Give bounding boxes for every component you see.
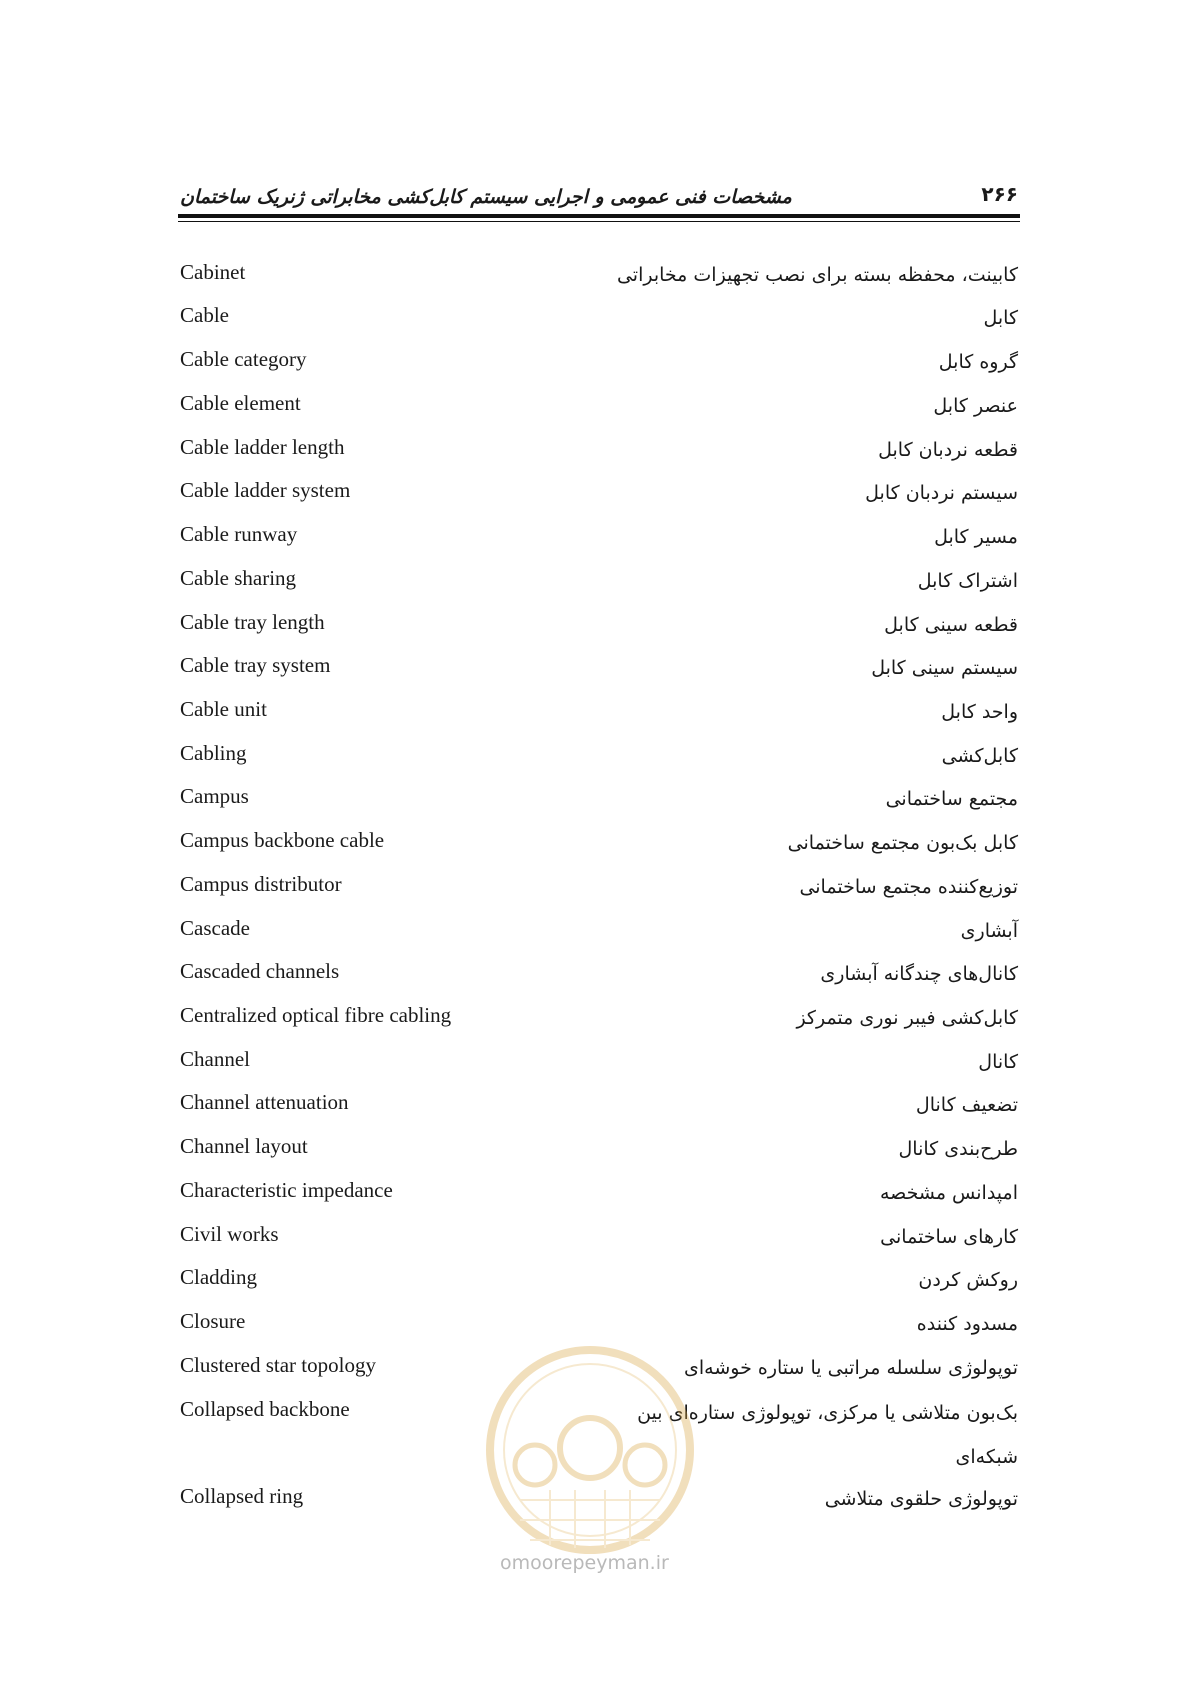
- persian-term: کانال: [978, 1051, 1018, 1073]
- glossary-entry: [180, 1265, 1020, 1309]
- persian-term: توزیع‌کننده مجتمع ساختمانی: [799, 876, 1018, 898]
- english-term: Cable ladder system: [180, 478, 351, 502]
- glossary-entry: [180, 959, 1020, 1003]
- glossary-entry: [180, 916, 1020, 960]
- english-term: Campus backbone cable: [180, 828, 385, 852]
- english-term: Collapsed ring: [180, 1484, 304, 1508]
- english-term: Cascade: [180, 916, 250, 940]
- persian-term: کابل بک‌بون مجتمع ساختمانی: [787, 832, 1018, 854]
- persian-term: کابل‌کشی: [941, 745, 1018, 767]
- glossary-entry: [180, 566, 1020, 610]
- english-term: Channel attenuation: [180, 1090, 349, 1114]
- persian-term: اشتراک کابل: [917, 570, 1018, 592]
- english-term: Cable runway: [180, 522, 298, 546]
- persian-term: توپولوژی حلقوی متلاشی: [824, 1488, 1018, 1510]
- english-term: Cable: [180, 303, 229, 327]
- english-term: Collapsed backbone: [180, 1397, 350, 1421]
- glossary-entry: [180, 260, 1020, 304]
- english-term: Closure: [180, 1309, 246, 1333]
- english-term: Characteristic impedance: [180, 1178, 393, 1202]
- glossary-entry: [180, 1090, 1020, 1134]
- glossary-entry: [180, 347, 1020, 391]
- persian-term: کابل: [983, 307, 1018, 329]
- glossary-entry: [180, 828, 1020, 872]
- persian-term: روکش کردن: [918, 1269, 1018, 1291]
- glossary-entry: [180, 1178, 1020, 1222]
- english-term: Cascaded channels: [180, 959, 340, 983]
- glossary-entry: [180, 784, 1020, 828]
- running-title: مشخصات فنی عمومی و اجرایی سیستم کابل‌کشی مخابراتی ژنریک ساختمان: [180, 186, 792, 208]
- english-term: Campus: [180, 784, 249, 808]
- glossary-entry: [180, 741, 1020, 785]
- english-term: Cabinet: [180, 260, 246, 284]
- persian-term: عنصر کابل: [933, 395, 1018, 417]
- english-term: Cabling: [180, 741, 247, 765]
- persian-term: کابینت، محفظه بسته برای نصب تجهیزات مخابراتی: [616, 264, 1018, 286]
- english-term: Civil works: [180, 1222, 279, 1246]
- english-term: Cable tray length: [180, 610, 325, 634]
- persian-term: بک‌بون متلاشی یا مرکزی، توپولوژی ستاره‌ای بین شبکه‌ای: [637, 1402, 1018, 1468]
- persian-term: توپولوژی سلسله مراتبی یا ستاره خوشه‌ای: [684, 1357, 1018, 1379]
- english-term: Centralized optical fibre cabling: [180, 1003, 452, 1027]
- english-term: Cable category: [180, 347, 307, 371]
- glossary-entry: [180, 1134, 1020, 1178]
- glossary-entry: [180, 478, 1020, 522]
- english-term: Cable ladder length: [180, 435, 345, 459]
- page-number: ۲۶۶: [981, 182, 1018, 206]
- glossary-entry: [180, 872, 1020, 916]
- glossary-entry: [180, 391, 1020, 435]
- persian-term: کانال‌های چندگانه آبشاری: [820, 963, 1018, 985]
- english-term: Channel layout: [180, 1134, 308, 1158]
- english-term: Channel: [180, 1047, 250, 1071]
- persian-term: مسیر کابل: [934, 526, 1018, 548]
- persian-term: کارهای ساختمانی: [880, 1226, 1018, 1248]
- glossary-entry: [180, 1003, 1020, 1047]
- glossary-entry: [180, 435, 1020, 479]
- english-term: Clustered star topology: [180, 1353, 376, 1377]
- persian-term: امپدانس مشخصه: [879, 1182, 1018, 1204]
- publisher-seal-icon: [480, 1330, 700, 1580]
- english-term: Cable element: [180, 391, 301, 415]
- glossary-entry: [180, 653, 1020, 697]
- persian-term: قطعه سینی کابل: [884, 614, 1018, 636]
- glossary-entry: [180, 610, 1020, 654]
- english-term: Cable sharing: [180, 566, 297, 590]
- persian-term: کابل‌کشی فیبر نوری متمرکز: [796, 1007, 1018, 1029]
- persian-term: تضعیف کانال: [915, 1094, 1018, 1116]
- persian-term: مجتمع ساختمانی: [885, 788, 1018, 810]
- persian-term: گروه کابل: [938, 351, 1018, 373]
- persian-term: مسدود کننده: [916, 1313, 1018, 1335]
- watermark-url: omoorepeyman.ir: [500, 1552, 669, 1574]
- persian-term: سیستم نردبان کابل: [865, 482, 1018, 504]
- english-term: Cable tray system: [180, 653, 331, 677]
- glossary-entry: [180, 697, 1020, 741]
- persian-term: طرح‌بندی کانال: [898, 1138, 1018, 1160]
- glossary-entry: [180, 1222, 1020, 1266]
- glossary-entry: [180, 522, 1020, 566]
- english-term: Cladding: [180, 1265, 257, 1289]
- glossary-entry: [180, 303, 1020, 347]
- persian-term: قطعه نردبان کابل: [878, 439, 1018, 461]
- persian-term: واحد کابل: [941, 701, 1018, 723]
- english-term: Campus distributor: [180, 872, 342, 896]
- persian-term: سیستم سینی کابل: [871, 657, 1018, 679]
- persian-term: آبشاری: [960, 920, 1018, 942]
- glossary-entry: [180, 1047, 1020, 1091]
- english-term: Cable unit: [180, 697, 267, 721]
